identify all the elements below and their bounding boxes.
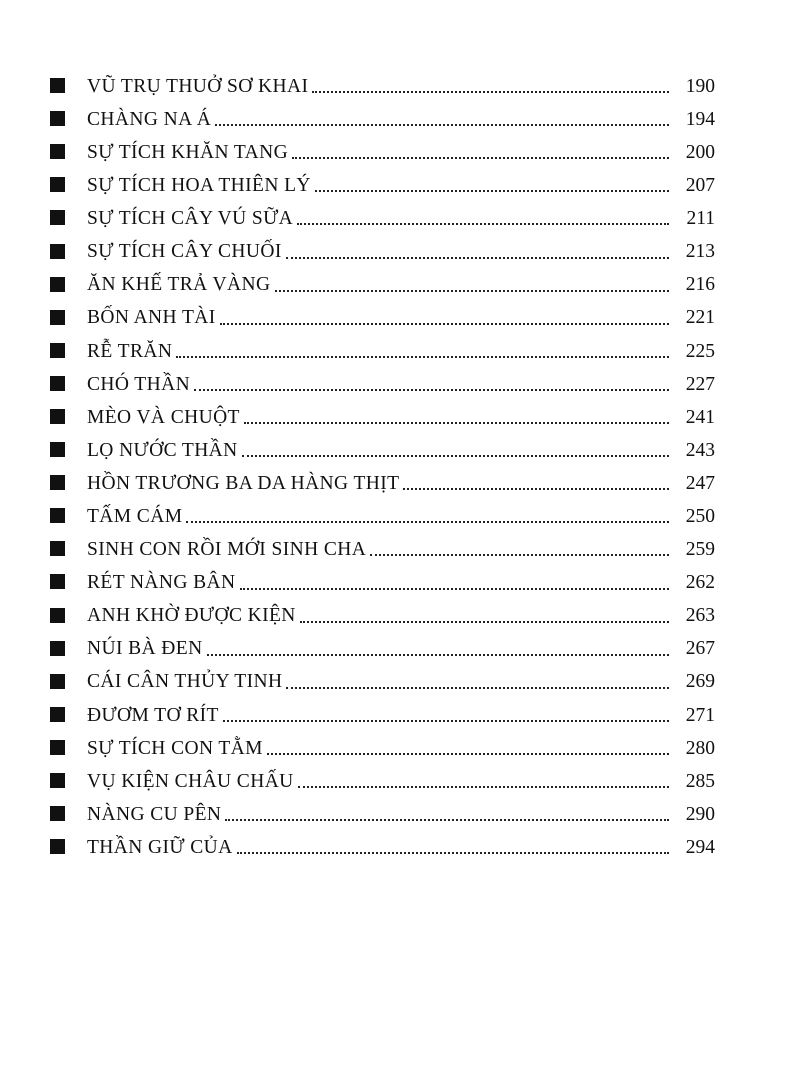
entry-title: VỤ KIỆN CHÂU CHẤU (87, 770, 294, 792)
entry-page-number: 227 (685, 373, 715, 395)
entry-title: SỰ TÍCH HOA THIÊN LÝ (87, 175, 311, 197)
toc-entry (50, 434, 715, 467)
entry-page-number: 250 (685, 506, 715, 528)
entry-title: SINH CON RỒI MỚI SINH CHA (87, 539, 367, 561)
entry-page-number: 243 (685, 439, 715, 461)
entry-title: THẦN GIỮ CỦA (87, 836, 233, 858)
entry-title: ĐƯƠM TƠ RÍT (87, 704, 219, 726)
dot-leader (186, 521, 669, 523)
square-bullet-icon (50, 806, 65, 821)
entry-page-number: 267 (685, 638, 715, 660)
toc-entry (50, 368, 715, 401)
dot-leader (286, 687, 669, 689)
entry-page-number: 280 (685, 737, 715, 759)
square-bullet-icon (50, 310, 65, 325)
entry-page-number: 262 (685, 572, 715, 594)
toc-entry (50, 335, 715, 368)
entry-page-number: 247 (685, 472, 715, 494)
dot-leader (312, 91, 669, 93)
toc-entry (50, 103, 715, 136)
toc-entry (50, 70, 715, 103)
entry-title: TẤM CÁM (87, 506, 183, 528)
square-bullet-icon (50, 343, 65, 358)
dot-leader (240, 588, 669, 590)
entry-page-number: 221 (685, 307, 715, 329)
square-bullet-icon (50, 707, 65, 722)
dot-leader (194, 389, 669, 391)
entry-title: SỰ TÍCH KHĂN TANG (87, 141, 289, 163)
entry-page-number: 285 (685, 770, 715, 792)
dot-leader (223, 720, 669, 722)
toc-entry (50, 467, 715, 500)
toc-entry (50, 699, 715, 732)
entry-title: SỰ TÍCH CÂY CHUỐI (87, 241, 282, 263)
entry-page-number: 269 (685, 671, 715, 693)
square-bullet-icon (50, 773, 65, 788)
dot-leader (207, 654, 669, 656)
dot-leader (225, 819, 669, 821)
entry-title: LỌ NƯỚC THẦN (87, 439, 238, 461)
dot-leader (297, 223, 669, 225)
square-bullet-icon (50, 641, 65, 656)
square-bullet-icon (50, 541, 65, 556)
square-bullet-icon (50, 740, 65, 755)
dot-leader (286, 257, 669, 259)
entry-page-number: 241 (685, 406, 715, 428)
entry-title: SỰ TÍCH CON TẰM (87, 737, 263, 759)
square-bullet-icon (50, 409, 65, 424)
toc-entry (50, 600, 715, 633)
square-bullet-icon (50, 277, 65, 292)
entry-page-number: 294 (685, 836, 715, 858)
entry-page-number: 213 (685, 241, 715, 263)
toc-entry (50, 533, 715, 566)
entry-page-number: 194 (685, 108, 715, 130)
square-bullet-icon (50, 508, 65, 523)
toc-entry (50, 269, 715, 302)
entry-page-number: 216 (685, 274, 715, 296)
entry-page-number: 271 (685, 704, 715, 726)
entry-title: CHÀNG NA Á (87, 108, 212, 130)
entry-title: CÁI CÂN THỦY TINH (87, 671, 283, 693)
dot-leader (370, 554, 669, 556)
square-bullet-icon (50, 475, 65, 490)
entry-page-number: 207 (685, 175, 715, 197)
toc-entry (50, 202, 715, 235)
toc-entry (50, 831, 715, 864)
square-bullet-icon (50, 442, 65, 457)
toc-entry (50, 666, 715, 699)
dot-leader (267, 753, 669, 755)
dot-leader (298, 786, 669, 788)
entry-title: SỰ TÍCH CÂY VÚ SỮA (87, 208, 294, 230)
square-bullet-icon (50, 144, 65, 159)
dot-leader (315, 190, 669, 192)
entry-page-number: 290 (685, 803, 715, 825)
entry-page-number: 225 (685, 340, 715, 362)
dot-leader (244, 422, 669, 424)
dot-leader (237, 852, 669, 854)
toc-entry (50, 732, 715, 765)
entry-page-number: 259 (685, 539, 715, 561)
dot-leader (242, 455, 669, 457)
table-of-contents (50, 70, 715, 864)
dot-leader (403, 488, 669, 490)
entry-page-number: 200 (685, 141, 715, 163)
toc-entry (50, 633, 715, 666)
toc-entry (50, 136, 715, 169)
square-bullet-icon (50, 608, 65, 623)
entry-title: NÚI BÀ ĐEN (87, 638, 203, 660)
entry-page-number: 190 (685, 75, 715, 97)
toc-entry (50, 302, 715, 335)
square-bullet-icon (50, 244, 65, 259)
toc-entry (50, 765, 715, 798)
dot-leader (176, 356, 669, 358)
square-bullet-icon (50, 376, 65, 391)
entry-title: BỐN ANH TÀI (87, 307, 216, 329)
entry-title: RÉT NÀNG BÂN (87, 572, 236, 594)
square-bullet-icon (50, 210, 65, 225)
entry-page-number: 263 (685, 605, 715, 627)
dot-leader (292, 157, 669, 159)
dot-leader (275, 290, 670, 292)
toc-entry (50, 235, 715, 268)
entry-title: HỒN TRƯƠNG BA DA HÀNG THỊT (87, 472, 400, 494)
toc-entry (50, 566, 715, 599)
square-bullet-icon (50, 839, 65, 854)
toc-entry (50, 798, 715, 831)
entry-title: RỄ TRĂN (87, 340, 173, 362)
entry-title: CHÓ THẦN (87, 373, 191, 395)
dot-leader (300, 621, 669, 623)
entry-title: NÀNG CU PÊN (87, 803, 222, 825)
square-bullet-icon (50, 574, 65, 589)
toc-entry (50, 169, 715, 202)
entry-title: MÈO VÀ CHUỘT (87, 406, 240, 428)
entry-title: ĂN KHẾ TRẢ VÀNG (87, 274, 271, 296)
toc-entry (50, 401, 715, 434)
entry-page-number: 211 (686, 208, 715, 230)
dot-leader (215, 124, 669, 126)
square-bullet-icon (50, 78, 65, 93)
square-bullet-icon (50, 674, 65, 689)
entry-title: ANH KHỜ ĐƯỢC KIỆN (87, 605, 296, 627)
toc-entry (50, 500, 715, 533)
square-bullet-icon (50, 111, 65, 126)
dot-leader (220, 323, 669, 325)
entry-title: VŨ TRỤ THUỞ SƠ KHAI (87, 75, 309, 97)
square-bullet-icon (50, 177, 65, 192)
